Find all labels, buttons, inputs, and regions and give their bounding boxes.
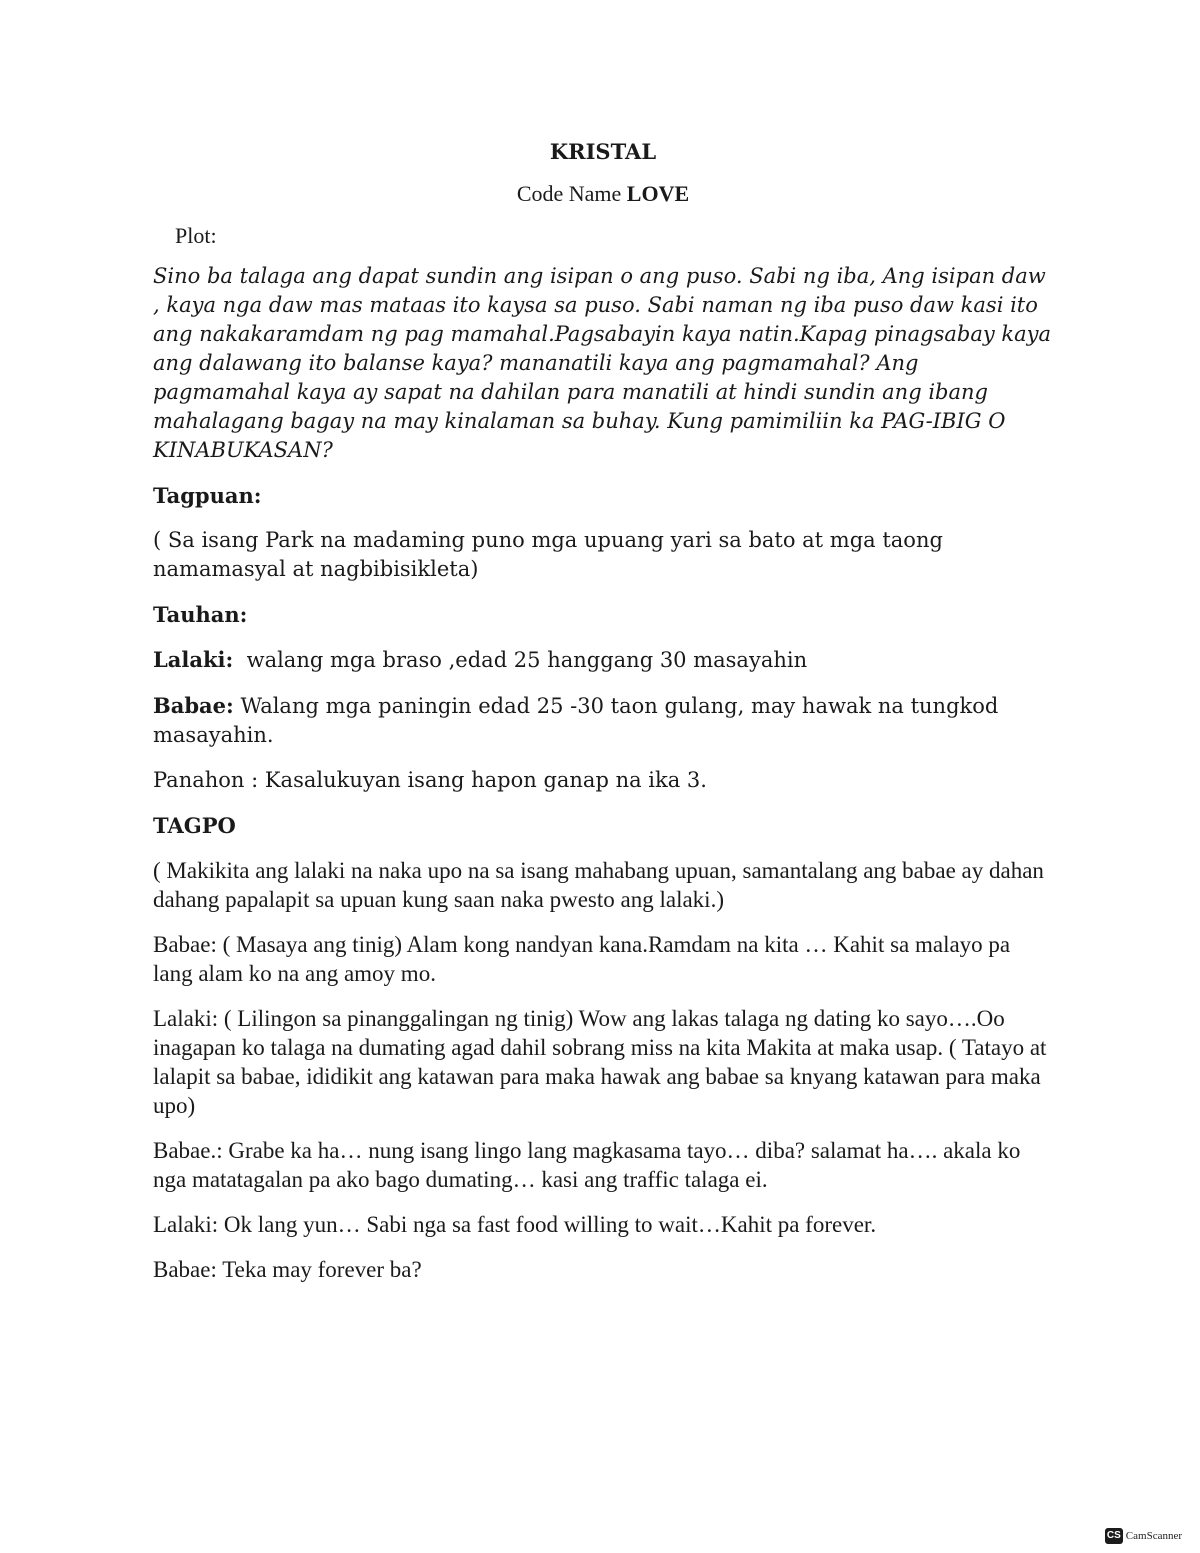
babae-text: Walang mga paningin edad 25 -30 taon gulang, may hawak na tungkod masayahin. (153, 694, 999, 747)
panahon-paragraph: Panahon : Kasalukuyan isang hapon ganap na ika 3. (153, 768, 707, 792)
tauhan-heading: Tauhan: (153, 602, 248, 627)
tagpo-heading: TAGPO (153, 813, 236, 838)
script-line: Babae.: Grabe ka ha… nung isang lingo lang magkasama tayo… diba? salamat ha…. akala ko nga matatagalan pa ako bago dumating… kasi ang traffic talaga ei. (153, 1138, 1021, 1192)
lalaki-text: walang mga braso ,edad 25 hanggang 30 masayahin (233, 648, 808, 672)
tagpuan-paragraph: ( Sa isang Park na madaming puno mga upuang yari sa bato at mga taong namamasyal at nagbibisikleta) (153, 528, 943, 581)
babae-description (153, 691, 1053, 750)
script-line: Babae: ( Masaya ang tinig) Alam kong nandyan kana.Ramdam na kita … Kahit sa malayo pa lang alam ko na ang amoy mo. (153, 932, 1011, 986)
tagpuan-heading: Tagpuan: (153, 483, 262, 508)
lalaki-label: Lalaki: (153, 647, 234, 672)
subtitle-code-name: LOVE (626, 181, 690, 206)
script-line: Lalaki: ( Lilingon sa pinanggalingan ng tinig) Wow ang lakas talaga ng dating ko sayo….Oo inagapan ko talaga na dumating agad dahil sobrang miss na kita Makita at maka usap. ( Tatayo at lalapit sa babae, ididikit ang katawan para maka hawak ang babae sa knyang katawan para maka upo) (153, 1006, 1047, 1118)
script-line: ( Makikita ang lalaki na naka upo na sa isang mahabang upuan, samantalang ang babae ay dahan dahang papalapit sa upuan kung saan naka pwesto ang lalaki.) (153, 858, 1044, 912)
plot-paragraph: Sino ba talaga ang dapat sundin ang isipan o ang puso. Sabi ng iba, Ang isipan daw , kaya nga daw mas mataas ito kaysa sa puso. Sabi naman ng iba puso daw kasi ito ang nakakaramdam ng pag mamahal.Pagsabayin kaya natin.Kapag pinagsabay kaya ang dalawang ito balanse kaya? mananatili kaya ang pagmamahal? Ang pagmamahal kaya ay sapat na dahilan para manatili at hindi sundin ang ibang mahalagang bagay na may kinalaman sa buhay. Kung pamimiliin ka PAG-IBIG O KINABUKASAN? (153, 264, 1052, 462)
camscanner-watermark (1105, 1528, 1182, 1544)
lalaki-description (153, 645, 1053, 675)
subtitle-prefix: Code Name (516, 181, 627, 206)
document-page (153, 136, 1053, 1300)
script-line: Lalaki: Ok lang yun… Sabi nga sa fast food willing to wait…Kahit pa forever. (153, 1212, 877, 1237)
document-title: KRISTAL (549, 139, 657, 164)
document-subtitle (153, 178, 1053, 210)
script-line: Babae: Teka may forever ba? (153, 1257, 422, 1282)
camscanner-logo-icon: CS (1105, 1528, 1123, 1544)
babae-label: Babae: (153, 693, 234, 718)
plot-label: Plot: (175, 223, 217, 248)
camscanner-label: CamScanner (1125, 1530, 1182, 1542)
